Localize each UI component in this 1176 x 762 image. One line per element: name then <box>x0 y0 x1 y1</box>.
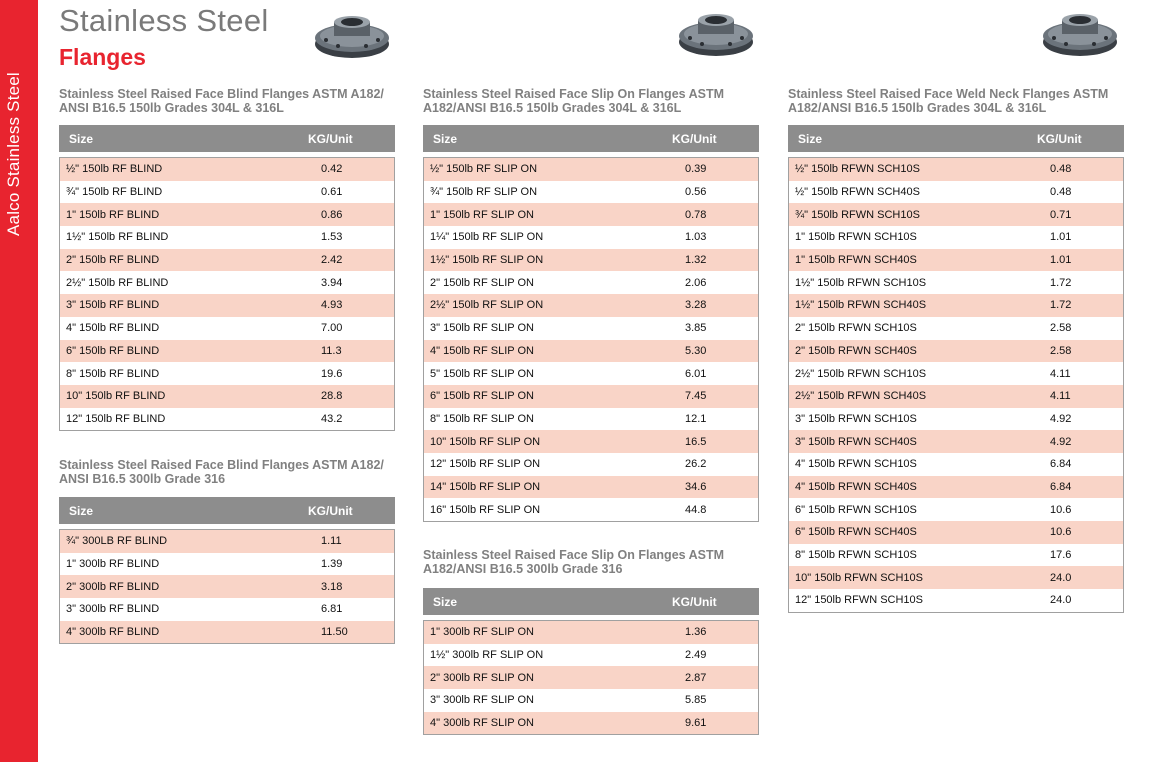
weight-cell: 1.01 <box>1050 254 1072 267</box>
weight-cell: 1.36 <box>685 626 707 639</box>
size-cell: ¾" 150lb RF BLIND <box>66 186 163 199</box>
weight-cell: 0.48 <box>1050 163 1072 176</box>
size-cell: 12" 150lb RF BLIND <box>66 412 166 425</box>
table-header <box>423 588 759 615</box>
weight-cell: 1.39 <box>321 558 343 571</box>
table-row <box>60 408 394 431</box>
table-heading-blind-300: Stainless Steel Raised Face Blind Flanges ASTM A182/ ANSI B16.5 300lb Grade 316 <box>59 458 384 486</box>
table-body <box>59 157 395 431</box>
weight-cell: 0.42 <box>321 163 343 176</box>
size-cell: 12" 150lb RFWN SCH10S <box>795 594 924 607</box>
weight-cell: 4.11 <box>1050 390 1071 403</box>
table-header <box>59 497 395 524</box>
table-row <box>424 476 758 499</box>
table-row <box>789 249 1123 272</box>
flange-image <box>676 8 756 60</box>
table-row <box>60 385 394 408</box>
size-column-header: Size <box>433 131 458 146</box>
size-cell: 2" 150lb RFWN SCH10S <box>795 322 917 335</box>
size-cell: 3" 150lb RF BLIND <box>66 299 160 312</box>
weight-cell: 2.87 <box>685 671 707 684</box>
table-row <box>60 575 394 598</box>
weight-cell: 4.92 <box>1050 435 1072 448</box>
table-row <box>424 226 758 249</box>
table-header <box>788 125 1124 152</box>
table-row <box>789 521 1123 544</box>
table-row <box>424 430 758 453</box>
table-row <box>789 476 1123 499</box>
table-row <box>424 498 758 521</box>
weight-cell: 2.06 <box>685 276 707 289</box>
weight-cell: 1.01 <box>1050 231 1072 244</box>
table-row <box>789 385 1123 408</box>
size-cell: 8" 150lb RFWN SCH10S <box>795 549 917 562</box>
weight-cell: 0.39 <box>685 163 707 176</box>
weight-cell: 4.11 <box>1050 367 1071 380</box>
table-body <box>788 157 1124 613</box>
size-cell: 2½" 150lb RFWN SCH10S <box>795 367 927 380</box>
table-heading-weldneck-150: Stainless Steel Raised Face Weld Neck Flanges ASTM A182/ANSI B16.5 150lb Grades 304L & 316L <box>788 87 1109 115</box>
size-cell: 1" 300lb RF SLIP ON <box>430 626 534 639</box>
size-cell: 1½" 150lb RFWN SCH40S <box>795 299 927 312</box>
size-cell: 5" 150lb RF SLIP ON <box>430 367 534 380</box>
table-row <box>60 598 394 621</box>
size-cell: ¾" 300LB RF BLIND <box>66 535 168 548</box>
weight-cell: 26.2 <box>685 458 707 471</box>
table-body <box>423 620 759 735</box>
size-cell: 1" 150lb RFWN SCH10S <box>795 231 917 244</box>
size-cell: 10" 150lb RFWN SCH10S <box>795 571 924 584</box>
size-cell: 1" 150lb RF SLIP ON <box>430 208 534 221</box>
table-row <box>60 203 394 226</box>
table-row <box>424 294 758 317</box>
weight-cell: 0.56 <box>685 186 707 199</box>
weight-cell: 1.72 <box>1050 299 1072 312</box>
weight-cell: 7.00 <box>321 322 343 335</box>
table-row <box>424 385 758 408</box>
size-cell: 1¼" 150lb RF SLIP ON <box>430 231 544 244</box>
weight-cell: 16.5 <box>685 435 707 448</box>
table-row <box>424 453 758 476</box>
size-cell: 2" 150lb RF SLIP ON <box>430 276 534 289</box>
table-row <box>60 362 394 385</box>
weight-cell: 6.81 <box>321 603 343 616</box>
weight-cell: 0.86 <box>321 208 343 221</box>
table-row <box>424 712 758 735</box>
table-row <box>60 553 394 576</box>
table-row <box>789 498 1123 521</box>
size-cell: 14" 150lb RF SLIP ON <box>430 480 541 493</box>
table-heading-slipon-150: Stainless Steel Raised Face Slip On Flanges ASTM A182/ANSI B16.5 150lb Grades 304L & 316L <box>423 87 725 115</box>
size-cell: 1½" 150lb RF SLIP ON <box>430 254 544 267</box>
size-cell: 4" 150lb RFWN SCH40S <box>795 480 917 493</box>
weight-cell: 7.45 <box>685 390 707 403</box>
size-cell: 2" 150lb RFWN SCH40S <box>795 344 917 357</box>
table-row <box>60 530 394 553</box>
weight-cell: 11.3 <box>321 344 342 357</box>
size-cell: 4" 150lb RF BLIND <box>66 322 160 335</box>
size-cell: 12" 150lb RF SLIP ON <box>430 458 541 471</box>
weight-cell: 6.84 <box>1050 458 1072 471</box>
table-row <box>424 689 758 712</box>
table-slipon-300 <box>423 588 759 735</box>
table-row <box>60 181 394 204</box>
sidebar-label: Aalco Stainless Steel <box>4 72 23 236</box>
size-cell: 16" 150lb RF SLIP ON <box>430 503 541 516</box>
weight-cell: 5.30 <box>685 344 707 357</box>
table-heading-slipon-300: Stainless Steel Raised Face Slip On Flanges ASTM A182/ANSI B16.5 300lb Grade 316 <box>423 548 725 576</box>
table-row <box>424 621 758 644</box>
sidebar <box>0 0 38 762</box>
size-cell: 2½" 150lb RF BLIND <box>66 276 169 289</box>
weight-cell: 43.2 <box>321 412 343 425</box>
size-cell: 4" 150lb RF SLIP ON <box>430 344 534 357</box>
size-cell: 3" 150lb RFWN SCH10S <box>795 412 917 425</box>
table-heading-blind-150: Stainless Steel Raised Face Blind Flanges ASTM A182/ ANSI B16.5 150lb Grades 304L & 316L <box>59 87 384 115</box>
weight-cell: 24.0 <box>1050 594 1072 607</box>
weight-column-header: KG/Unit <box>672 131 717 146</box>
table-row <box>789 566 1123 589</box>
weight-column-header: KG/Unit <box>672 594 717 609</box>
weight-cell: 2.49 <box>685 649 707 662</box>
table-row <box>789 203 1123 226</box>
size-cell: 6" 150lb RF SLIP ON <box>430 390 534 403</box>
table-row <box>424 271 758 294</box>
table-row <box>424 644 758 667</box>
table-row <box>789 544 1123 567</box>
table-row <box>789 453 1123 476</box>
weight-cell: 1.32 <box>685 254 707 267</box>
size-cell: 6" 150lb RFWN SCH10S <box>795 503 917 516</box>
weight-cell: 11.50 <box>321 626 348 639</box>
table-row <box>60 249 394 272</box>
table-row <box>789 317 1123 340</box>
table-row <box>789 340 1123 363</box>
table-body <box>423 157 759 522</box>
table-slipon-150 <box>423 125 759 522</box>
weight-cell: 6.01 <box>685 367 707 380</box>
weight-cell: 0.71 <box>1050 208 1072 221</box>
table-row <box>424 317 758 340</box>
table-weldneck-150 <box>788 125 1124 613</box>
weight-cell: 9.61 <box>685 717 707 730</box>
weight-cell: 4.93 <box>321 299 343 312</box>
weight-cell: 12.1 <box>685 412 707 425</box>
size-cell: ½" 150lb RFWN SCH40S <box>795 186 920 199</box>
size-cell: 2½" 150lb RF SLIP ON <box>430 299 544 312</box>
weight-cell: 0.48 <box>1050 186 1072 199</box>
size-cell: 6" 150lb RFWN SCH40S <box>795 526 917 539</box>
table-row <box>789 362 1123 385</box>
size-cell: 2" 150lb RF BLIND <box>66 254 160 267</box>
weight-cell: 1.53 <box>321 231 343 244</box>
table-header <box>59 125 395 152</box>
size-cell: 1" 150lb RF BLIND <box>66 208 160 221</box>
table-row <box>789 271 1123 294</box>
table-row <box>789 158 1123 181</box>
table-row <box>424 408 758 431</box>
table-blind-150 <box>59 125 395 431</box>
weight-cell: 3.28 <box>685 299 707 312</box>
size-column-header: Size <box>69 131 94 146</box>
table-blind-300 <box>59 497 395 644</box>
table-row <box>424 181 758 204</box>
size-cell: 1½" 150lb RFWN SCH10S <box>795 276 927 289</box>
size-cell: ½" 150lb RFWN SCH10S <box>795 163 920 176</box>
weight-cell: 10.6 <box>1050 526 1072 539</box>
size-cell: 1" 150lb RFWN SCH40S <box>795 254 917 267</box>
table-row <box>60 158 394 181</box>
table-header <box>423 125 759 152</box>
size-cell: 3" 150lb RFWN SCH40S <box>795 435 917 448</box>
size-cell: 1½" 150lb RF BLIND <box>66 231 169 244</box>
size-column-header: Size <box>798 131 823 146</box>
table-row <box>789 589 1123 612</box>
flange-image <box>312 10 392 62</box>
size-cell: 4" 150lb RFWN SCH10S <box>795 458 917 471</box>
weight-cell: 6.84 <box>1050 480 1072 493</box>
size-column-header: Size <box>69 503 94 518</box>
table-row <box>60 294 394 317</box>
size-cell: 1½" 300lb RF SLIP ON <box>430 649 544 662</box>
size-cell: 6" 150lb RF BLIND <box>66 344 160 357</box>
weight-column-header: KG/Unit <box>308 131 353 146</box>
weight-cell: 4.92 <box>1050 412 1072 425</box>
size-cell: ¾" 150lb RFWN SCH10S <box>795 208 920 221</box>
weight-cell: 3.18 <box>321 580 343 593</box>
weight-cell: 3.85 <box>685 322 707 335</box>
size-cell: 2" 300lb RF SLIP ON <box>430 671 534 684</box>
size-cell: 4" 300lb RF SLIP ON <box>430 717 534 730</box>
table-row <box>60 271 394 294</box>
table-row <box>424 158 758 181</box>
size-cell: 4" 300lb RF BLIND <box>66 626 160 639</box>
weight-cell: 1.72 <box>1050 276 1072 289</box>
size-cell: 8" 150lb RF BLIND <box>66 367 160 380</box>
weight-cell: 44.8 <box>685 503 707 516</box>
weight-column-header: KG/Unit <box>308 503 353 518</box>
weight-cell: 3.94 <box>321 276 343 289</box>
table-row <box>424 666 758 689</box>
table-row <box>60 340 394 363</box>
weight-cell: 2.58 <box>1050 344 1072 357</box>
size-cell: 3" 300lb RF SLIP ON <box>430 694 534 707</box>
weight-cell: 19.6 <box>321 367 343 380</box>
size-cell: 3" 300lb RF BLIND <box>66 603 160 616</box>
weight-cell: 2.42 <box>321 254 343 267</box>
table-row <box>60 621 394 644</box>
weight-column-header: KG/Unit <box>1037 131 1082 146</box>
table-row <box>789 181 1123 204</box>
weight-cell: 34.6 <box>685 480 707 493</box>
size-cell: 1" 300lb RF BLIND <box>66 558 160 571</box>
size-cell: ¾" 150lb RF SLIP ON <box>430 186 538 199</box>
table-row <box>60 317 394 340</box>
table-row <box>424 203 758 226</box>
page-title: Stainless Steel <box>59 3 269 38</box>
flange-image <box>1040 8 1120 60</box>
weight-cell: 5.85 <box>685 694 707 707</box>
weight-cell: 1.11 <box>321 535 342 548</box>
size-cell: 3" 150lb RF SLIP ON <box>430 322 534 335</box>
size-column-header: Size <box>433 594 458 609</box>
table-body <box>59 529 395 644</box>
table-row <box>789 430 1123 453</box>
weight-cell: 0.61 <box>321 186 343 199</box>
table-row <box>789 226 1123 249</box>
table-row <box>424 362 758 385</box>
table-row <box>789 408 1123 431</box>
weight-cell: 0.78 <box>685 208 707 221</box>
page-subtitle: Flanges <box>59 44 146 70</box>
weight-cell: 1.03 <box>685 231 707 244</box>
size-cell: ½" 150lb RF SLIP ON <box>430 163 538 176</box>
size-cell: 2" 300lb RF BLIND <box>66 580 160 593</box>
size-cell: 10" 150lb RF SLIP ON <box>430 435 541 448</box>
size-cell: 2½" 150lb RFWN SCH40S <box>795 390 927 403</box>
weight-cell: 28.8 <box>321 390 343 403</box>
size-cell: ½" 150lb RF BLIND <box>66 163 163 176</box>
size-cell: 8" 150lb RF SLIP ON <box>430 412 534 425</box>
table-row <box>60 226 394 249</box>
size-cell: 10" 150lb RF BLIND <box>66 390 166 403</box>
table-row <box>424 340 758 363</box>
weight-cell: 17.6 <box>1050 549 1072 562</box>
weight-cell: 24.0 <box>1050 571 1072 584</box>
weight-cell: 10.6 <box>1050 503 1072 516</box>
weight-cell: 2.58 <box>1050 322 1072 335</box>
table-row <box>789 294 1123 317</box>
table-row <box>424 249 758 272</box>
